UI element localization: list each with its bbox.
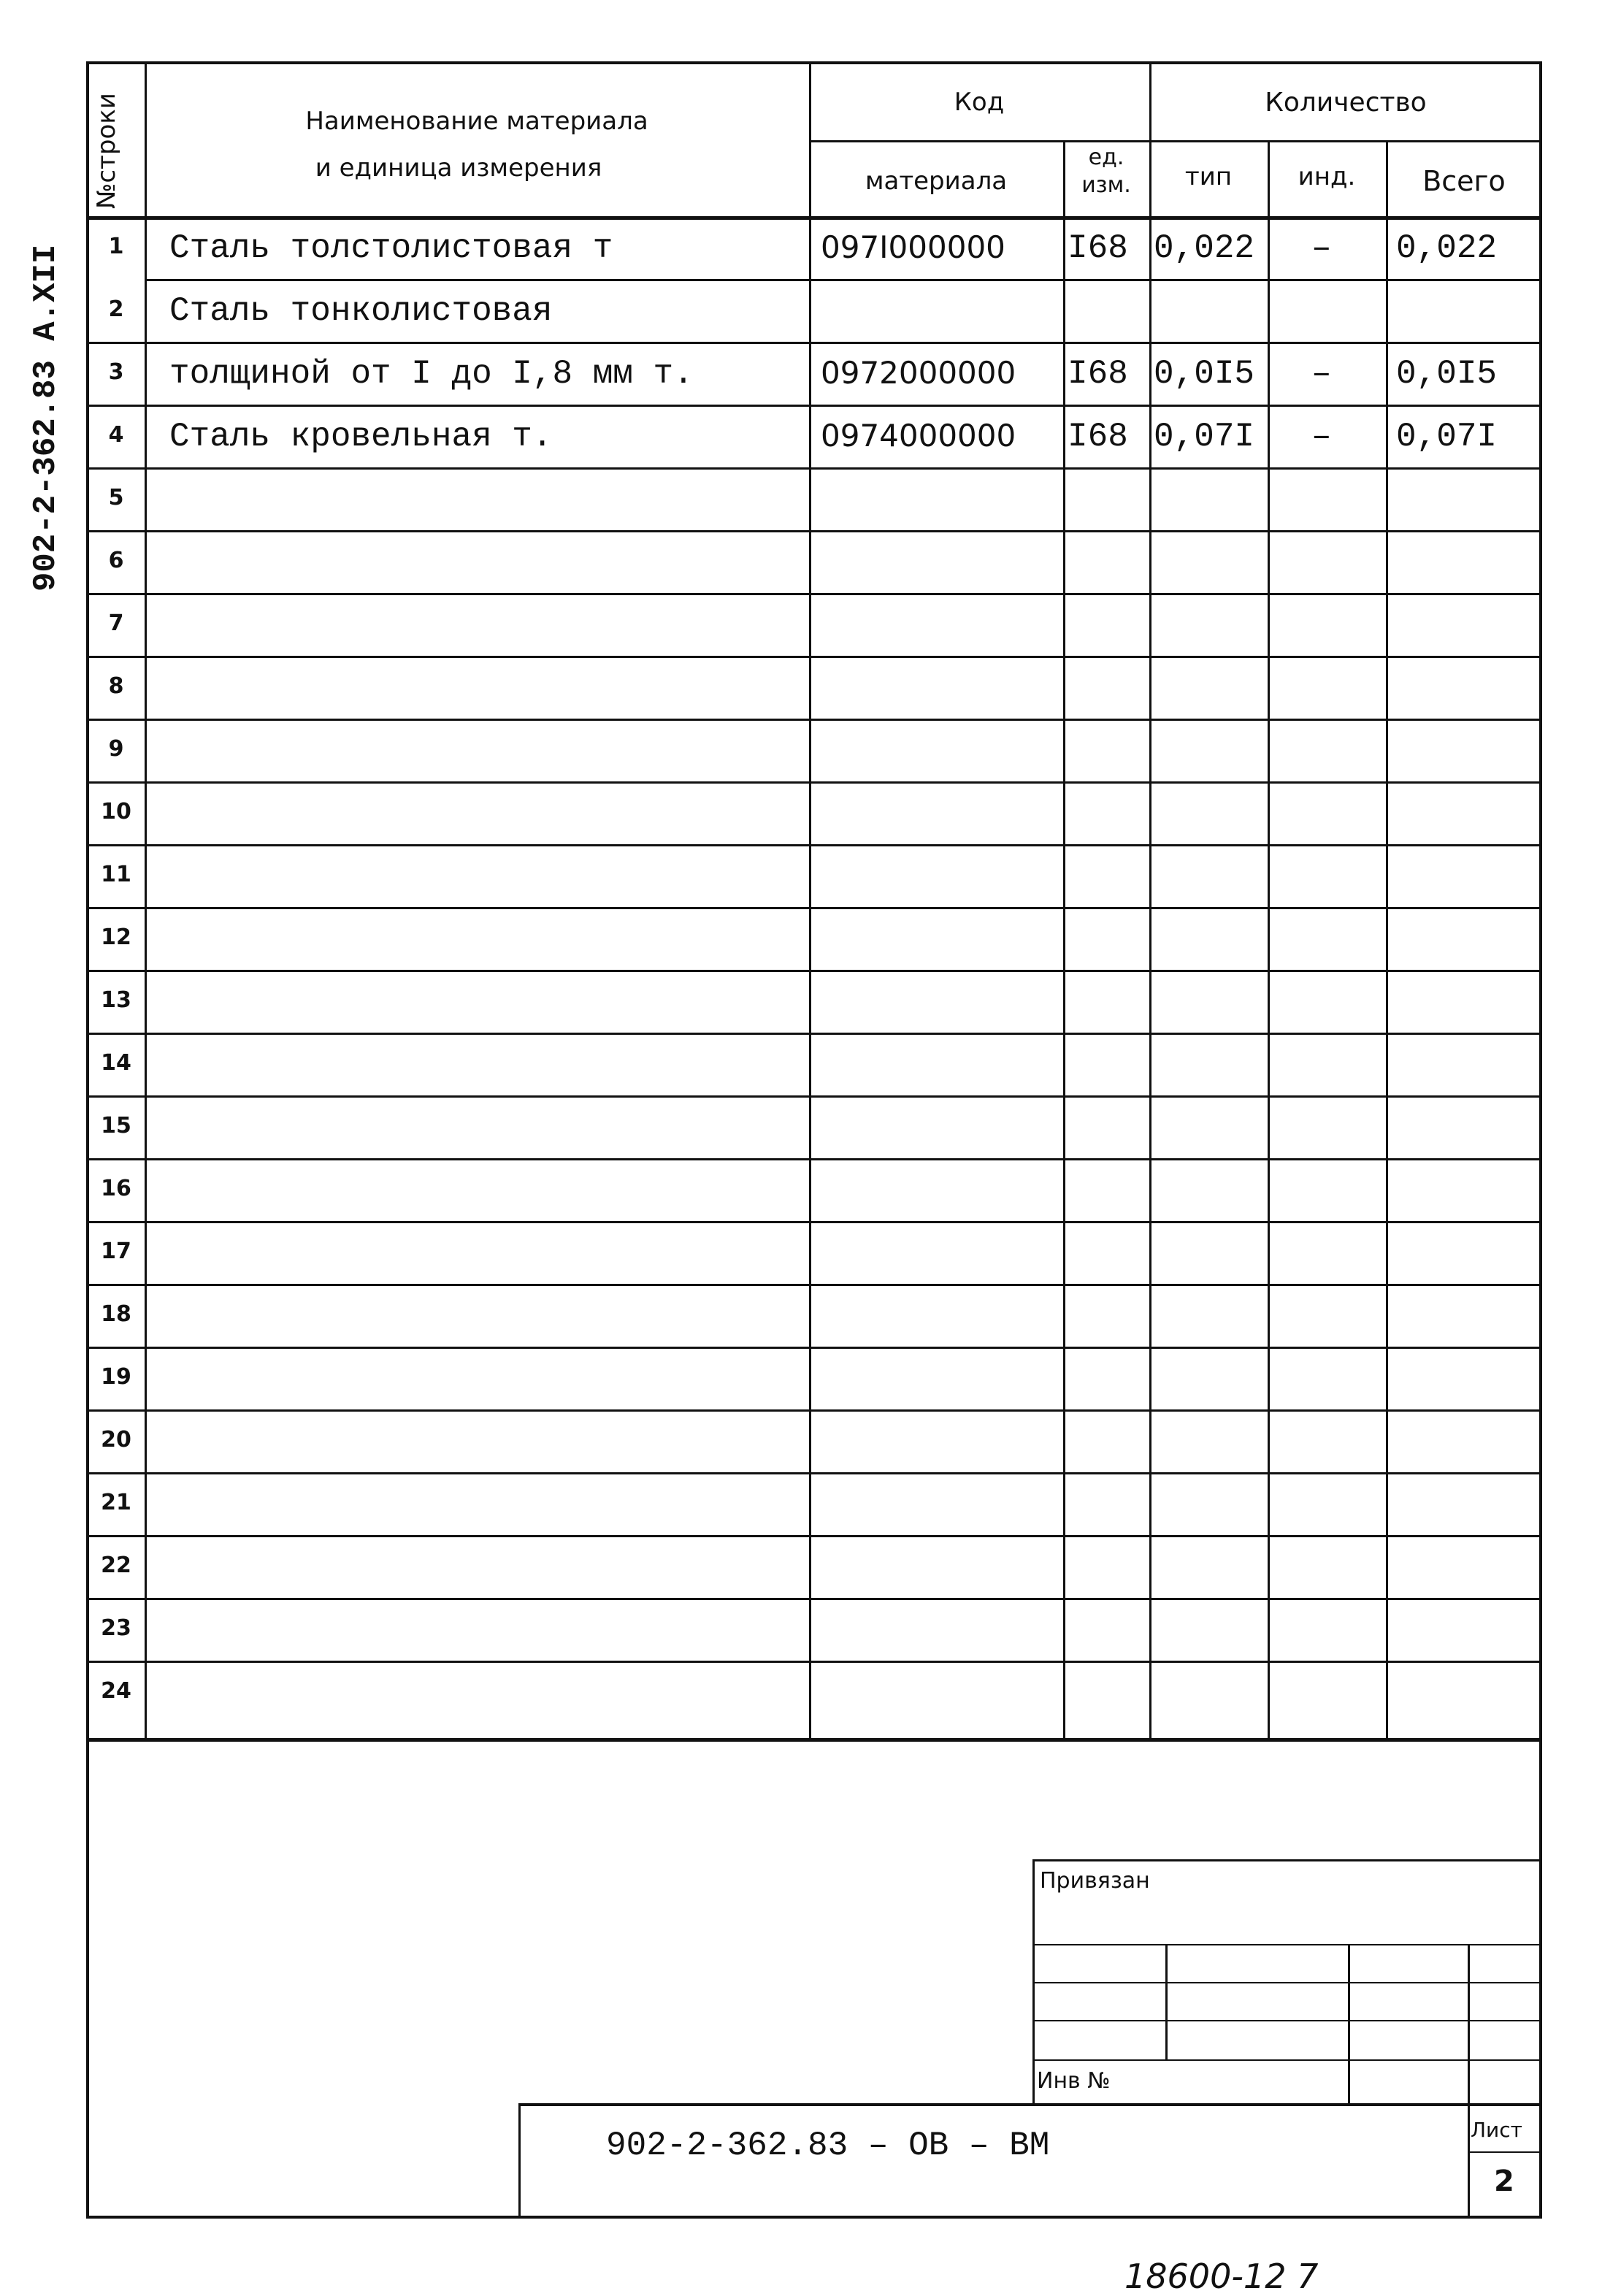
row-number: 4 <box>108 422 124 448</box>
material-code-cell: 097I000000 <box>821 229 1005 265</box>
stamp-line <box>1348 1944 1350 2103</box>
row-number: 15 <box>101 1113 131 1139</box>
row-separator <box>86 719 1542 721</box>
row-number: 2 <box>108 296 124 322</box>
row-separator <box>86 844 1542 846</box>
row-number: 12 <box>101 925 131 950</box>
grid-line <box>1063 140 1065 1738</box>
side-document-code: 902-2-362.83 A.XII <box>28 244 64 592</box>
row-separator <box>86 656 1542 658</box>
row-number: 13 <box>101 987 131 1013</box>
grid-line <box>86 216 1542 220</box>
grid-line <box>809 61 811 1738</box>
inventory-number-label: Инв № <box>1037 2068 1111 2094</box>
row-separator <box>86 593 1542 595</box>
row-separator <box>86 467 1542 470</box>
row-separator <box>86 1347 1542 1349</box>
row-number-header: №строки <box>92 93 121 209</box>
name-header-line2: и единица измерения <box>315 153 602 183</box>
stamp-line <box>1032 1859 1542 1861</box>
linked-label: Привязан <box>1040 1868 1150 1894</box>
unit-header-line1: ед. <box>1088 145 1124 170</box>
row-number: 19 <box>101 1364 131 1390</box>
sheet-number: 2 <box>1494 2165 1514 2198</box>
row-number: 9 <box>108 736 124 762</box>
stamp-line <box>1032 1944 1542 1945</box>
row-separator <box>86 970 1542 972</box>
total-header: Всего <box>1422 165 1506 197</box>
unit-code-cell: I68 <box>1068 418 1128 456</box>
row-number: 6 <box>108 548 124 573</box>
material-name-cell: Сталь тонколистовая <box>169 292 553 330</box>
type-quantity-cell: 0,07I <box>1154 418 1255 456</box>
stamp-line <box>1468 1944 1470 2219</box>
total-quantity-cell: 0,0I5 <box>1396 355 1498 393</box>
material-name-cell: Сталь толстолистовая т <box>169 229 613 267</box>
row-number: 8 <box>108 673 124 699</box>
row-separator <box>86 1221 1542 1223</box>
row-separator <box>86 1033 1542 1035</box>
row-separator <box>86 405 1542 407</box>
material-name-cell: Сталь кровельная т. <box>169 418 553 456</box>
material-code-cell: 0974000000 <box>821 418 1016 454</box>
stamp-line <box>518 2103 521 2219</box>
unit-code-cell: I68 <box>1068 355 1128 393</box>
row-number: 23 <box>101 1615 131 1641</box>
row-separator <box>145 279 1542 281</box>
type-quantity-cell: 0,022 <box>1154 229 1255 267</box>
ind-quantity-cell: – <box>1311 229 1332 267</box>
row-number: 11 <box>101 862 131 887</box>
row-separator <box>86 1409 1542 1412</box>
row-number: 1 <box>108 234 124 259</box>
total-quantity-cell: 0,022 <box>1396 229 1498 267</box>
row-number: 14 <box>101 1050 131 1076</box>
stamp-line <box>1032 1982 1542 1983</box>
stamp-line <box>1468 2151 1542 2153</box>
row-separator <box>86 342 1542 344</box>
row-separator <box>86 907 1542 909</box>
row-number: 5 <box>108 485 124 510</box>
row-number: 3 <box>108 359 124 385</box>
grid-line <box>86 1738 1542 1742</box>
document-number: 902-2-362.83 – ОВ – ВМ <box>606 2127 1050 2165</box>
row-number: 22 <box>101 1553 131 1578</box>
row-number: 24 <box>101 1678 131 1704</box>
row-number: 20 <box>101 1427 131 1453</box>
stamp-line <box>1032 2020 1542 2021</box>
grid-line <box>145 61 147 1738</box>
row-separator <box>86 1284 1542 1286</box>
stamp-line <box>518 2103 1542 2106</box>
row-separator <box>86 1158 1542 1160</box>
row-number: 18 <box>101 1301 131 1327</box>
type-header: тип <box>1184 162 1233 191</box>
grid-line <box>809 140 1542 142</box>
unit-header-line2: изм. <box>1081 172 1131 198</box>
total-quantity-cell: 0,07I <box>1396 418 1498 456</box>
name-header-line1: Наименование материала <box>305 107 648 136</box>
code-header: Код <box>954 88 1005 117</box>
type-quantity-cell: 0,0I5 <box>1154 355 1255 393</box>
row-separator <box>86 1598 1542 1600</box>
sheet-label: Лист <box>1471 2118 1522 2142</box>
quantity-header: Количество <box>1265 88 1427 118</box>
grid-line <box>1149 61 1151 1738</box>
row-number: 7 <box>108 611 124 636</box>
stamp-line <box>1032 1859 1035 2103</box>
row-separator <box>86 530 1542 532</box>
stamp-line <box>1165 1944 1168 2059</box>
material-code-cell: 0972000000 <box>821 355 1016 391</box>
row-separator <box>86 1095 1542 1098</box>
row-separator <box>86 1661 1542 1663</box>
stamp-line <box>1032 2059 1542 2061</box>
row-number: 10 <box>101 799 131 824</box>
row-number: 16 <box>101 1176 131 1201</box>
row-separator <box>86 1472 1542 1474</box>
row-number: 21 <box>101 1490 131 1515</box>
row-separator <box>86 1535 1542 1537</box>
row-number: 17 <box>101 1239 131 1264</box>
handwritten-archive-number: 18600-12 7 <box>1124 2257 1319 2296</box>
ind-header: инд. <box>1298 162 1356 191</box>
ind-quantity-cell: – <box>1311 355 1332 393</box>
ind-quantity-cell: – <box>1311 418 1332 456</box>
row-separator <box>86 781 1542 784</box>
unit-code-cell: I68 <box>1068 229 1128 267</box>
grid-line <box>1268 140 1270 1738</box>
material-header: материала <box>865 167 1008 196</box>
grid-line <box>1386 140 1388 1738</box>
material-name-cell: толщиной от I до I,8 мм т. <box>169 355 694 393</box>
